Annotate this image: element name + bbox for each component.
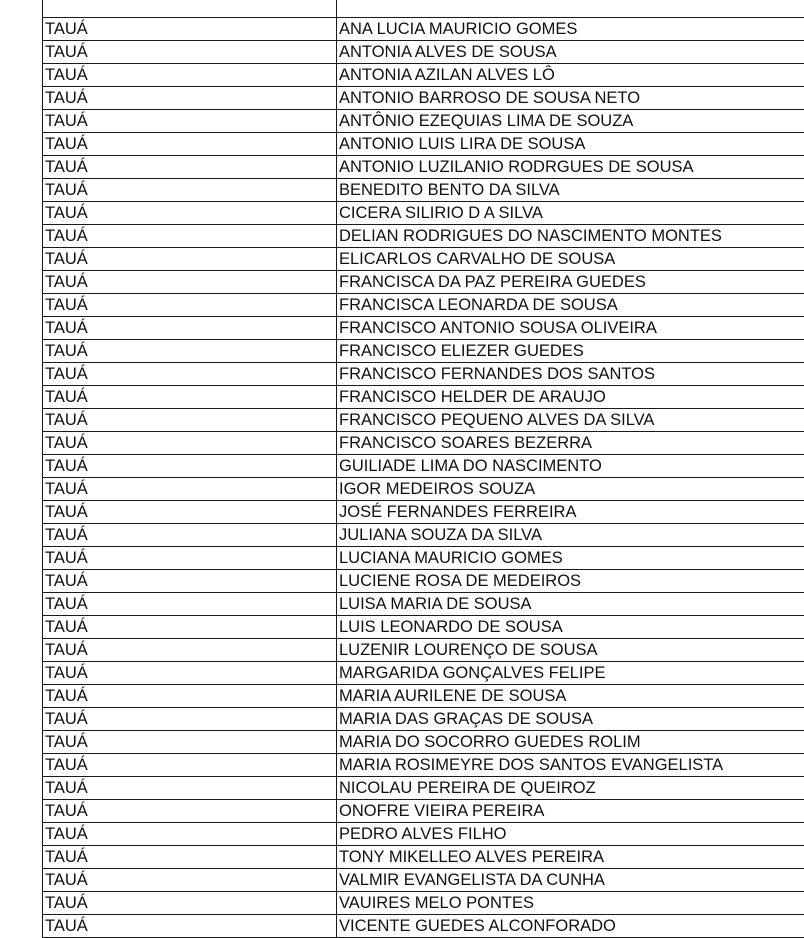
city-cell[interactable]: TAUÁ [43, 363, 337, 386]
table-row [43, 823, 804, 846]
name-cell[interactable]: MARGARIDA GONÇALVES FELIPE [337, 662, 804, 685]
city-cell[interactable]: TAUÁ [43, 317, 337, 340]
table-row [43, 87, 804, 110]
table-row [43, 363, 804, 386]
table-row [43, 432, 804, 455]
name-cell[interactable]: ANTONIO LUIS LIRA DE SOUSA [337, 133, 804, 156]
city-cell[interactable]: TAUÁ [43, 570, 337, 593]
city-cell[interactable]: TAUÁ [43, 340, 337, 363]
city-cell[interactable]: TAUÁ [43, 179, 337, 202]
name-cell[interactable]: FRANCISCO SOARES BEZERRA [337, 432, 804, 455]
table-row [43, 110, 804, 133]
table-row [43, 524, 804, 547]
table-row [43, 271, 804, 294]
name-cell[interactable]: CICERA SILIRIO D A SILVA [337, 202, 804, 225]
name-cell[interactable]: IGOR MEDEIROS SOUZA [337, 478, 804, 501]
name-cell[interactable]: PEDRO ALVES FILHO [337, 823, 804, 846]
table-row [43, 248, 804, 271]
table-row [43, 754, 804, 777]
city-cell[interactable]: TAUÁ [43, 800, 337, 823]
city-cell[interactable]: TAUÁ [43, 110, 337, 133]
city-cell[interactable]: TAUÁ [43, 432, 337, 455]
name-cell[interactable]: FRANCISCO ELIEZER GUEDES [337, 340, 804, 363]
name-cell[interactable]: ANA LUCIA MAURICIO GOMES [337, 18, 804, 41]
name-cell[interactable]: TONY MIKELLEO ALVES PEREIRA [337, 846, 804, 869]
city-cell[interactable]: TAUÁ [43, 593, 337, 616]
city-cell[interactable]: TAUÁ [43, 133, 337, 156]
city-cell[interactable]: TAUÁ [43, 41, 337, 64]
city-cell[interactable]: TAUÁ [43, 202, 337, 225]
city-cell[interactable]: TAUÁ [43, 64, 337, 87]
table-row [43, 478, 804, 501]
names-table [42, 0, 804, 938]
city-cell[interactable]: TAUÁ [43, 18, 337, 41]
table-body [43, 0, 804, 938]
table-row [43, 340, 804, 363]
name-cell[interactable]: MARIA ROSIMEYRE DOS SANTOS EVANGELISTA [337, 754, 804, 777]
city-cell[interactable]: TAUÁ [43, 524, 337, 547]
table-row [43, 64, 804, 87]
table-row [43, 800, 804, 823]
table-row [43, 294, 804, 317]
city-cell[interactable]: TAUÁ [43, 248, 337, 271]
name-cell[interactable] [337, 0, 804, 18]
name-cell[interactable]: JULIANA SOUZA DA SILVA [337, 524, 804, 547]
name-cell[interactable]: LUCIENE ROSA DE MEDEIROS [337, 570, 804, 593]
city-cell[interactable]: TAUÁ [43, 731, 337, 754]
table-row [43, 570, 804, 593]
name-cell[interactable]: MARIA DAS GRAÇAS DE SOUSA [337, 708, 804, 731]
table-row [43, 179, 804, 202]
name-cell[interactable]: MARIA DO SOCORRO GUEDES ROLIM [337, 731, 804, 754]
name-cell[interactable]: FRANCISCO ANTONIO SOUSA OLIVEIRA [337, 317, 804, 340]
name-cell[interactable]: ELICARLOS CARVALHO DE SOUSA [337, 248, 804, 271]
city-cell[interactable]: TAUÁ [43, 777, 337, 800]
city-cell[interactable]: TAUÁ [43, 386, 337, 409]
city-cell[interactable]: TAUÁ [43, 455, 337, 478]
table-row [43, 317, 804, 340]
table-row [43, 202, 804, 225]
table-row [43, 731, 804, 754]
city-cell[interactable]: TAUÁ [43, 87, 337, 110]
table-row [43, 41, 804, 64]
name-cell[interactable]: FRANCISCO HELDER DE ARAUJO [337, 386, 804, 409]
name-cell[interactable]: ONOFRE VIEIRA PEREIRA [337, 800, 804, 823]
table-row [43, 547, 804, 570]
name-cell[interactable]: VALMIR EVANGELISTA DA CUNHA [337, 869, 804, 892]
name-cell[interactable]: FRANCISCO PEQUENO ALVES DA SILVA [337, 409, 804, 432]
spreadsheet-sheet [42, 0, 804, 938]
city-cell[interactable]: TAUÁ [43, 892, 337, 915]
city-cell[interactable]: TAUÁ [43, 754, 337, 777]
name-cell[interactable]: ANTONIA ALVES DE SOUSA [337, 41, 804, 64]
table-row [43, 846, 804, 869]
table-row [43, 225, 804, 248]
city-cell[interactable]: TAUÁ [43, 685, 337, 708]
city-cell[interactable]: TAUÁ [43, 271, 337, 294]
city-cell[interactable]: TAUÁ [43, 547, 337, 570]
name-cell[interactable]: VICENTE GUEDES ALCONFORADO [337, 915, 804, 938]
table-row [43, 708, 804, 731]
city-cell[interactable]: TAUÁ [43, 846, 337, 869]
name-cell[interactable]: ANTONIA AZILAN ALVES LÔ [337, 64, 804, 87]
name-cell[interactable]: ANTONIO LUZILANIO RODRGUES DE SOUSA [337, 156, 804, 179]
table-row [43, 915, 804, 938]
name-cell[interactable]: LUZENIR LOURENÇO DE SOUSA [337, 639, 804, 662]
table-row [43, 501, 804, 524]
name-cell[interactable]: MARIA AURILENE DE SOUSA [337, 685, 804, 708]
table-row [43, 869, 804, 892]
city-cell[interactable]: TAUÁ [43, 823, 337, 846]
name-cell[interactable]: LUISA MARIA DE SOUSA [337, 593, 804, 616]
city-cell[interactable]: TAUÁ [43, 915, 337, 938]
city-cell[interactable]: TAUÁ [43, 294, 337, 317]
table-row [43, 18, 804, 41]
city-cell[interactable]: TAUÁ [43, 662, 337, 685]
name-cell[interactable]: FRANCISCA DA PAZ PEREIRA GUEDES [337, 271, 804, 294]
city-cell[interactable]: TAUÁ [43, 156, 337, 179]
city-cell[interactable]: TAUÁ [43, 708, 337, 731]
city-cell[interactable]: TAUÁ [43, 225, 337, 248]
table-row [43, 593, 804, 616]
table-row [43, 892, 804, 915]
city-cell[interactable]: TAUÁ [43, 639, 337, 662]
name-cell[interactable]: VAUIRES MELO PONTES [337, 892, 804, 915]
name-cell[interactable]: FRANCISCA LEONARDA DE SOUSA [337, 294, 804, 317]
table-row [43, 133, 804, 156]
name-cell[interactable]: ANTONIO BARROSO DE SOUSA NETO [337, 87, 804, 110]
table-row [43, 616, 804, 639]
name-cell[interactable]: ANTÔNIO EZEQUIAS LIMA DE SOUZA [337, 110, 804, 133]
table-row [43, 777, 804, 800]
name-cell[interactable]: GUILIADE LIMA DO NASCIMENTO [337, 455, 804, 478]
name-cell[interactable]: NICOLAU PEREIRA DE QUEIROZ [337, 777, 804, 800]
table-row [43, 0, 804, 18]
city-cell[interactable]: TAUÁ [43, 478, 337, 501]
table-row [43, 409, 804, 432]
name-cell[interactable]: LUIS LEONARDO DE SOUSA [337, 616, 804, 639]
table-row [43, 455, 804, 478]
name-cell[interactable]: LUCIANA MAURICIO GOMES [337, 547, 804, 570]
name-cell[interactable]: BENEDITO BENTO DA SILVA [337, 179, 804, 202]
name-cell[interactable]: FRANCISCO FERNANDES DOS SANTOS [337, 363, 804, 386]
name-cell[interactable]: DELIAN RODRIGUES DO NASCIMENTO MONTES [337, 225, 804, 248]
city-cell[interactable]: TAUÁ [43, 501, 337, 524]
city-cell[interactable]: TAUÁ [43, 869, 337, 892]
city-cell[interactable]: TAUÁ [43, 409, 337, 432]
table-row [43, 662, 804, 685]
table-row [43, 156, 804, 179]
table-row [43, 639, 804, 662]
table-row [43, 386, 804, 409]
city-cell[interactable]: TAUÁ [43, 616, 337, 639]
table-row [43, 685, 804, 708]
name-cell[interactable]: JOSÉ FERNANDES FERREIRA [337, 501, 804, 524]
city-cell[interactable] [43, 0, 337, 18]
